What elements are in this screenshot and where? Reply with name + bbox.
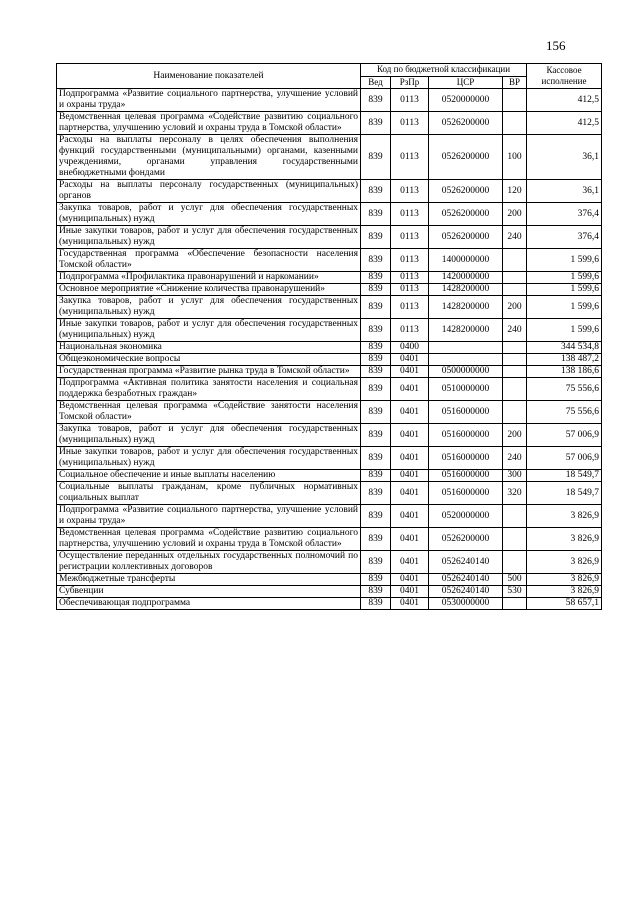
row-ved: 839 bbox=[361, 284, 391, 296]
row-vr: 320 bbox=[503, 482, 527, 505]
row-sum: 18 549,7 bbox=[527, 470, 602, 482]
row-csr: 0516000000 bbox=[429, 482, 503, 505]
page-number: 156 bbox=[546, 38, 566, 53]
row-rzpr: 0113 bbox=[391, 203, 429, 226]
row-csr: 0526200000 bbox=[429, 135, 503, 180]
header-csr: ЦСР bbox=[429, 76, 503, 89]
table-row bbox=[57, 447, 602, 470]
row-csr: 0526200000 bbox=[429, 528, 503, 551]
row-name: Иные закупки товаров, работ и услуг для обеспечения государственных (муниципальных) нужд bbox=[57, 226, 361, 249]
row-rzpr: 0400 bbox=[391, 342, 429, 354]
row-name: Расходы на выплаты персоналу в целях обеспечения выполнения функций государственными (муниципальными) органами, казенными учреждениями, органами управления государственными внебюджетными фондами bbox=[57, 135, 361, 180]
row-rzpr: 0401 bbox=[391, 401, 429, 424]
table-row bbox=[57, 598, 602, 610]
row-ved: 839 bbox=[361, 342, 391, 354]
row-ved: 839 bbox=[361, 203, 391, 226]
row-csr: 0526240140 bbox=[429, 551, 503, 574]
row-csr: 1428200000 bbox=[429, 319, 503, 342]
row-csr: 0526240140 bbox=[429, 574, 503, 586]
row-rzpr: 0401 bbox=[391, 551, 429, 574]
row-vr bbox=[503, 284, 527, 296]
row-ved: 839 bbox=[361, 272, 391, 284]
row-csr: 0530000000 bbox=[429, 598, 503, 610]
row-ved: 839 bbox=[361, 226, 391, 249]
row-ved: 839 bbox=[361, 598, 391, 610]
table-body bbox=[57, 89, 602, 610]
row-name: Межбюджетные трансферты bbox=[57, 574, 361, 586]
table-row bbox=[57, 528, 602, 551]
row-vr: 240 bbox=[503, 447, 527, 470]
row-ved: 839 bbox=[361, 551, 391, 574]
row-name: Подпрограмма «Развитие социального партнерства, улучшение условий и охраны труда» bbox=[57, 89, 361, 112]
table-row bbox=[57, 366, 602, 378]
row-sum: 36,1 bbox=[527, 135, 602, 180]
row-name: Национальная экономика bbox=[57, 342, 361, 354]
header-ved: Вед bbox=[361, 76, 391, 89]
row-vr: 100 bbox=[503, 135, 527, 180]
row-name: Ведомственная целевая программа «Содействие развитию социального партнерства, улучшению условий и охраны труда в Томской области» bbox=[57, 112, 361, 135]
row-rzpr: 0401 bbox=[391, 378, 429, 401]
row-csr bbox=[429, 354, 503, 366]
row-sum: 412,5 bbox=[527, 89, 602, 112]
row-ved: 839 bbox=[361, 470, 391, 482]
row-vr bbox=[503, 272, 527, 284]
table-row bbox=[57, 112, 602, 135]
row-vr: 500 bbox=[503, 574, 527, 586]
row-name: Иные закупки товаров, работ и услуг для обеспечения государственных (муниципальных) нужд bbox=[57, 447, 361, 470]
row-sum: 138 186,6 bbox=[527, 366, 602, 378]
table-row bbox=[57, 551, 602, 574]
row-ved: 839 bbox=[361, 296, 391, 319]
row-sum: 3 826,9 bbox=[527, 586, 602, 598]
table-row bbox=[57, 319, 602, 342]
table-header bbox=[57, 64, 602, 89]
table-row bbox=[57, 249, 602, 272]
row-csr bbox=[429, 342, 503, 354]
row-name: Субвенции bbox=[57, 586, 361, 598]
budget-table bbox=[56, 63, 602, 610]
row-name: Общеэкономические вопросы bbox=[57, 354, 361, 366]
row-sum: 1 599,6 bbox=[527, 319, 602, 342]
header-rzpr: РзПр bbox=[391, 76, 429, 89]
row-name: Ведомственная целевая программа «Содействие занятости населения Томской области» bbox=[57, 401, 361, 424]
row-ved: 839 bbox=[361, 505, 391, 528]
table-row bbox=[57, 272, 602, 284]
table-row bbox=[57, 574, 602, 586]
row-csr: 1428200000 bbox=[429, 296, 503, 319]
row-sum: 3 826,9 bbox=[527, 551, 602, 574]
row-sum: 3 826,9 bbox=[527, 528, 602, 551]
row-rzpr: 0401 bbox=[391, 505, 429, 528]
row-rzpr: 0113 bbox=[391, 249, 429, 272]
row-sum: 18 549,7 bbox=[527, 482, 602, 505]
row-ved: 839 bbox=[361, 89, 391, 112]
table-row bbox=[57, 586, 602, 598]
row-rzpr: 0113 bbox=[391, 180, 429, 203]
row-ved: 839 bbox=[361, 112, 391, 135]
row-vr bbox=[503, 366, 527, 378]
row-rzpr: 0401 bbox=[391, 424, 429, 447]
row-ved: 839 bbox=[361, 401, 391, 424]
row-ved: 839 bbox=[361, 528, 391, 551]
table-row bbox=[57, 180, 602, 203]
row-rzpr: 0113 bbox=[391, 112, 429, 135]
table-row bbox=[57, 89, 602, 112]
row-sum: 75 556,6 bbox=[527, 401, 602, 424]
row-ved: 839 bbox=[361, 378, 391, 401]
row-sum: 138 487,2 bbox=[527, 354, 602, 366]
row-vr: 120 bbox=[503, 180, 527, 203]
table-row bbox=[57, 226, 602, 249]
table-row bbox=[57, 135, 602, 180]
row-vr bbox=[503, 112, 527, 135]
row-vr: 200 bbox=[503, 424, 527, 447]
row-csr: 0520000000 bbox=[429, 505, 503, 528]
row-csr: 0500000000 bbox=[429, 366, 503, 378]
row-rzpr: 0401 bbox=[391, 528, 429, 551]
row-csr: 0510000000 bbox=[429, 378, 503, 401]
row-name: Социальное обеспечение и иные выплаты населению bbox=[57, 470, 361, 482]
row-sum: 344 534,8 bbox=[527, 342, 602, 354]
row-vr: 530 bbox=[503, 586, 527, 598]
row-name: Закупка товаров, работ и услуг для обеспечения государственных (муниципальных) нужд bbox=[57, 424, 361, 447]
row-ved: 839 bbox=[361, 482, 391, 505]
row-vr: 300 bbox=[503, 470, 527, 482]
row-ved: 839 bbox=[361, 424, 391, 447]
row-csr: 1420000000 bbox=[429, 272, 503, 284]
row-rzpr: 0113 bbox=[391, 319, 429, 342]
row-rzpr: 0401 bbox=[391, 470, 429, 482]
row-csr: 1400000000 bbox=[429, 249, 503, 272]
row-ved: 839 bbox=[361, 249, 391, 272]
row-csr: 0516000000 bbox=[429, 470, 503, 482]
row-csr: 0526240140 bbox=[429, 586, 503, 598]
row-rzpr: 0401 bbox=[391, 354, 429, 366]
row-vr bbox=[503, 89, 527, 112]
row-name: Государственная программа «Обеспечение безопасности населения Томской области» bbox=[57, 249, 361, 272]
row-ved: 839 bbox=[361, 586, 391, 598]
row-vr: 200 bbox=[503, 203, 527, 226]
row-name: Социальные выплаты гражданам, кроме публичных нормативных социальных выплат bbox=[57, 482, 361, 505]
row-rzpr: 0113 bbox=[391, 296, 429, 319]
row-sum: 58 657,1 bbox=[527, 598, 602, 610]
header-code-group: Код по бюджетной классификации bbox=[361, 64, 527, 77]
row-ved: 839 bbox=[361, 574, 391, 586]
row-sum: 1 599,6 bbox=[527, 272, 602, 284]
row-sum: 75 556,6 bbox=[527, 378, 602, 401]
row-ved: 839 bbox=[361, 366, 391, 378]
row-ved: 839 bbox=[361, 354, 391, 366]
table-row bbox=[57, 482, 602, 505]
row-name: Ведомственная целевая программа «Содействие развитию социального партнерства, улучшению условий и охраны труда в Томской области» bbox=[57, 528, 361, 551]
row-name: Осуществление переданных отдельных государственных полномочий по регистрации коллективных договоров bbox=[57, 551, 361, 574]
row-rzpr: 0401 bbox=[391, 482, 429, 505]
row-name: Иные закупки товаров, работ и услуг для обеспечения государственных (муниципальных) нужд bbox=[57, 319, 361, 342]
row-name: Закупка товаров, работ и услуг для обеспечения государственных (муниципальных) нужд bbox=[57, 203, 361, 226]
table-row bbox=[57, 505, 602, 528]
table-row bbox=[57, 470, 602, 482]
row-rzpr: 0401 bbox=[391, 574, 429, 586]
table-row bbox=[57, 424, 602, 447]
row-name: Обеспечивающая подпрограмма bbox=[57, 598, 361, 610]
row-vr bbox=[503, 528, 527, 551]
row-vr bbox=[503, 249, 527, 272]
row-csr: 0526200000 bbox=[429, 180, 503, 203]
table-row bbox=[57, 342, 602, 354]
row-ved: 839 bbox=[361, 319, 391, 342]
table-row bbox=[57, 378, 602, 401]
table-row bbox=[57, 203, 602, 226]
row-rzpr: 0401 bbox=[391, 447, 429, 470]
row-vr: 240 bbox=[503, 226, 527, 249]
row-csr: 0520000000 bbox=[429, 89, 503, 112]
row-csr: 0526200000 bbox=[429, 226, 503, 249]
row-vr: 240 bbox=[503, 319, 527, 342]
row-csr: 1428200000 bbox=[429, 284, 503, 296]
row-vr bbox=[503, 598, 527, 610]
row-csr: 0516000000 bbox=[429, 401, 503, 424]
row-name: Подпрограмма «Активная политика занятости населения и социальная поддержка безработных граждан» bbox=[57, 378, 361, 401]
row-csr: 0516000000 bbox=[429, 424, 503, 447]
header-vr: ВР bbox=[503, 76, 527, 89]
table-row bbox=[57, 354, 602, 366]
row-vr bbox=[503, 354, 527, 366]
row-sum: 1 599,6 bbox=[527, 249, 602, 272]
row-sum: 3 826,9 bbox=[527, 505, 602, 528]
row-sum: 3 826,9 bbox=[527, 574, 602, 586]
row-vr bbox=[503, 505, 527, 528]
row-csr: 0526200000 bbox=[429, 112, 503, 135]
row-sum: 57 006,9 bbox=[527, 424, 602, 447]
row-ved: 839 bbox=[361, 135, 391, 180]
row-name: Закупка товаров, работ и услуг для обеспечения государственных (муниципальных) нужд bbox=[57, 296, 361, 319]
row-ved: 839 bbox=[361, 180, 391, 203]
row-csr: 0516000000 bbox=[429, 447, 503, 470]
header-name: Наименование показателей bbox=[57, 64, 361, 89]
row-rzpr: 0113 bbox=[391, 284, 429, 296]
row-rzpr: 0401 bbox=[391, 586, 429, 598]
row-sum: 1 599,6 bbox=[527, 296, 602, 319]
row-csr: 0526200000 bbox=[429, 203, 503, 226]
table-row bbox=[57, 296, 602, 319]
table-row bbox=[57, 401, 602, 424]
row-sum: 412,5 bbox=[527, 112, 602, 135]
table-row bbox=[57, 284, 602, 296]
row-name: Основное мероприятие «Снижение количества правонарушений» bbox=[57, 284, 361, 296]
row-name: Подпрограмма «Профилактика правонарушений и наркомании» bbox=[57, 272, 361, 284]
row-vr bbox=[503, 401, 527, 424]
header-sum: Кассовое исполнение bbox=[527, 64, 602, 89]
row-sum: 376,4 bbox=[527, 203, 602, 226]
row-name: Государственная программа «Развитие рынка труда в Томской области» bbox=[57, 366, 361, 378]
row-sum: 57 006,9 bbox=[527, 447, 602, 470]
row-name: Подпрограмма «Развитие социального партнерства, улучшение условий и охраны труда» bbox=[57, 505, 361, 528]
row-name: Расходы на выплаты персоналу государственных (муниципальных) органов bbox=[57, 180, 361, 203]
row-ved: 839 bbox=[361, 447, 391, 470]
row-rzpr: 0401 bbox=[391, 598, 429, 610]
row-rzpr: 0113 bbox=[391, 272, 429, 284]
row-sum: 376,4 bbox=[527, 226, 602, 249]
row-rzpr: 0113 bbox=[391, 135, 429, 180]
row-vr: 200 bbox=[503, 296, 527, 319]
row-sum: 1 599,6 bbox=[527, 284, 602, 296]
row-rzpr: 0113 bbox=[391, 89, 429, 112]
row-sum: 36,1 bbox=[527, 180, 602, 203]
row-vr bbox=[503, 342, 527, 354]
row-vr bbox=[503, 551, 527, 574]
row-rzpr: 0113 bbox=[391, 226, 429, 249]
row-vr bbox=[503, 378, 527, 401]
row-rzpr: 0401 bbox=[391, 366, 429, 378]
